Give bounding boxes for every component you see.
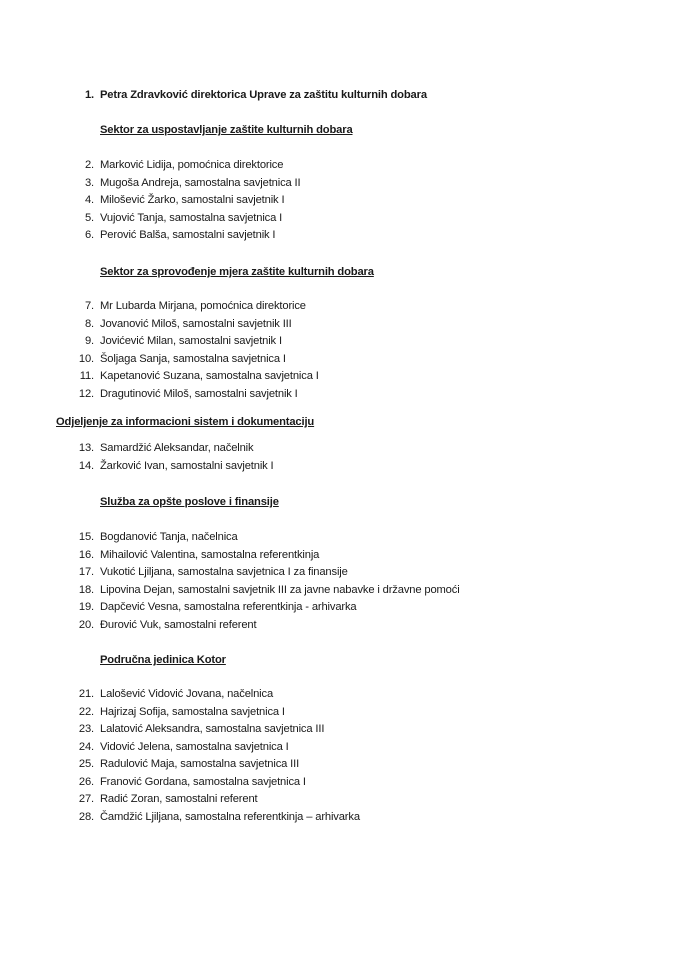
list-number: 21. xyxy=(78,688,94,700)
list-item xyxy=(0,599,679,617)
list-text: Kapetanović Suzana, samostalna savjetnica I xyxy=(100,370,319,383)
list-text: Žarković Ivan, samostalni savjetnik I xyxy=(100,459,274,472)
section-list xyxy=(0,686,679,826)
list-text: Bogdanović Tanja, načelnica xyxy=(100,531,238,543)
list-number: 3. xyxy=(84,176,94,189)
list-text: Mihailović Valentina, samostalna referentkinja xyxy=(100,548,320,561)
section-heading: Sektor za uspostavljanje zaštite kulturnih dobara xyxy=(100,124,353,136)
list-text: Mugoša Andreja, samostalna savjetnica II xyxy=(100,176,301,189)
list-item xyxy=(0,564,679,582)
list-item xyxy=(0,774,679,792)
list-text: Mr Lubarda Mirjana, pomoćnica direktorice xyxy=(100,300,306,312)
list-item xyxy=(0,547,679,565)
list-text: Šoljaga Sanja, samostalna savjetnica I xyxy=(100,352,286,365)
list-number: 28. xyxy=(78,810,94,823)
list-number: 24. xyxy=(78,740,94,753)
list-text: Čamdžić Ljiljana, samostalna referentkinja – arhivarka xyxy=(100,810,360,823)
list-item xyxy=(0,316,679,334)
section-list xyxy=(0,298,679,403)
list-item xyxy=(0,351,679,369)
list-number: 2. xyxy=(84,159,94,171)
list-number: 8. xyxy=(84,317,94,330)
list-text: Hajrizaj Sofija, samostalna savjetnica I xyxy=(100,705,285,718)
list-item xyxy=(0,192,679,210)
section-heading: Služba za opšte poslove i finansije xyxy=(100,496,279,508)
list-item xyxy=(0,386,679,404)
list-item xyxy=(0,440,679,458)
list-item xyxy=(0,529,679,547)
list-item xyxy=(0,582,679,600)
section-list xyxy=(0,157,679,245)
list-text: Radulović Maja, samostalna savjetnica III xyxy=(100,758,300,771)
list-item xyxy=(0,739,679,757)
list-number: 27. xyxy=(78,793,94,806)
list-item xyxy=(0,617,679,635)
list-number: 23. xyxy=(78,723,94,736)
list-number: 16. xyxy=(78,548,94,561)
list-text: Petra Zdravković direktorica Uprave za zaštitu kulturnih dobara xyxy=(100,89,427,101)
list-number: 15. xyxy=(78,531,94,543)
list-number: 26. xyxy=(78,775,94,788)
list-number: 14. xyxy=(78,459,94,472)
section-heading: Sektor za sprovođenje mjera zaštite kulturnih dobara xyxy=(100,266,374,278)
list-item xyxy=(0,298,679,316)
section-heading: Odjeljenje za informacioni sistem i dokumentaciju xyxy=(56,416,315,428)
list-text: Lalošević Vidović Jovana, načelnica xyxy=(100,688,274,700)
section-heading: Područna jedinica Kotor xyxy=(100,654,226,666)
list-text: Samardžić Aleksandar, načelnik xyxy=(100,442,254,454)
list-text: Dapčević Vesna, samostalna referentkinja - arhivarka xyxy=(100,601,357,614)
list-number: 13. xyxy=(78,442,94,454)
list-number: 18. xyxy=(78,583,94,596)
list-item xyxy=(0,458,679,476)
list-text: Radić Zoran, samostalni referent xyxy=(100,793,258,806)
list-number: 1. xyxy=(84,89,94,101)
list-number: 7. xyxy=(84,300,94,312)
director-entry xyxy=(0,87,679,105)
list-text: Jovanović Miloš, samostalni savjetnik III xyxy=(100,317,292,330)
list-text: Jovićević Milan, samostalni savjetnik I xyxy=(100,335,282,348)
list-number: 9. xyxy=(84,335,94,348)
list-number: 6. xyxy=(84,229,94,242)
list-number: 12. xyxy=(78,387,94,400)
list-number: 5. xyxy=(84,211,94,224)
list-text: Perović Balša, samostalni savjetnik I xyxy=(100,229,276,242)
list-item xyxy=(0,721,679,739)
list-number: 4. xyxy=(84,194,94,207)
list-text: Lalatović Aleksandra, samostalna savjetnica III xyxy=(100,723,325,736)
list-item xyxy=(0,157,679,175)
list-text: Marković Lidija, pomoćnica direktorice xyxy=(100,159,284,171)
list-text: Vujović Tanja, samostalna savjetnica I xyxy=(100,211,283,224)
list-number: 25. xyxy=(78,758,94,771)
list-item xyxy=(0,686,679,704)
list-number: 19. xyxy=(78,601,94,614)
list-text: Vidović Jelena, samostalna savjetnica I xyxy=(100,740,289,753)
list-item xyxy=(0,333,679,351)
list-item xyxy=(0,175,679,193)
list-text: Franović Gordana, samostalna savjetnica I xyxy=(100,775,306,788)
list-item xyxy=(0,368,679,386)
list-item xyxy=(0,756,679,774)
list-number: 10. xyxy=(78,352,94,365)
list-text: Vukotić Ljiljana, samostalna savjetnica I za finansije xyxy=(100,566,348,579)
list-text: Milošević Žarko, samostalni savjetnik I xyxy=(100,194,285,207)
list-text: Dragutinović Miloš, samostalni savjetnik I xyxy=(100,387,298,400)
section-list xyxy=(0,529,679,634)
list-text: Lipovina Dejan, samostalni savjetnik III za javne nabavke i državne pomoći xyxy=(100,583,460,596)
list-number: 17. xyxy=(78,566,94,579)
section-list xyxy=(0,440,679,475)
list-item xyxy=(0,791,679,809)
list-number: 20. xyxy=(78,618,94,631)
list-text: Đurović Vuk, samostalni referent xyxy=(100,618,257,631)
list-item xyxy=(0,809,679,827)
list-number: 11. xyxy=(79,370,94,383)
list-item xyxy=(0,210,679,228)
list-item xyxy=(0,704,679,722)
list-number: 22. xyxy=(78,705,94,718)
list-item xyxy=(0,227,679,245)
